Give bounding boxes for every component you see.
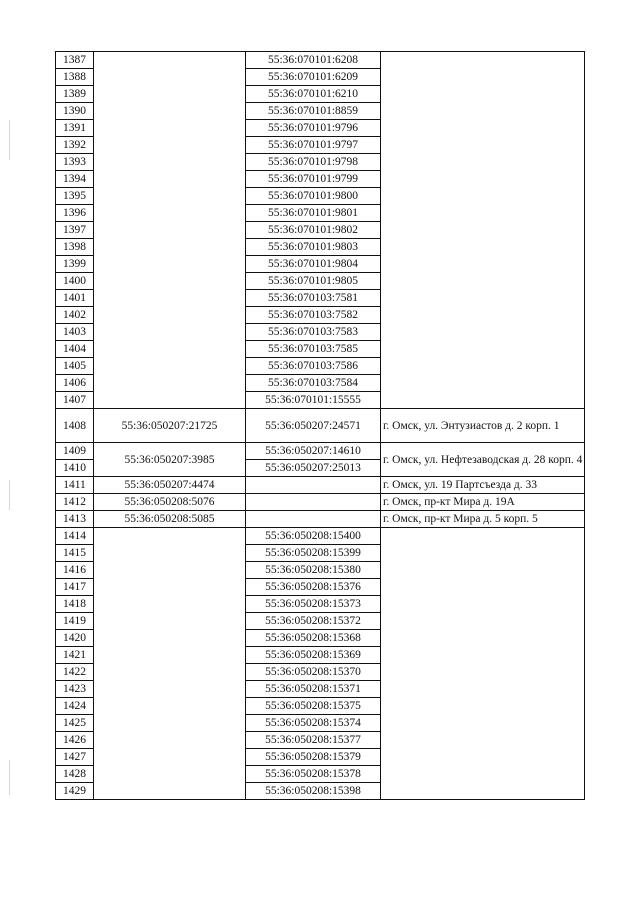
row-number: 1417 [56,579,94,596]
table-body-top [56,52,585,409]
row-number: 1422 [56,664,94,681]
row-number: 1407 [56,392,94,409]
table-row [56,409,585,443]
object-cadastral-number: 55:36:070101:9801 [246,205,381,222]
object-cadastral-number: 55:36:050207:24571 [246,409,381,443]
object-cadastral-number: 55:36:050208:15372 [246,613,381,630]
row-number: 1410 [56,460,94,477]
address-cell [381,528,585,800]
object-cadastral-number: 55:36:070101:6210 [246,86,381,103]
row-number: 1409 [56,443,94,460]
object-cadastral-number: 55:36:070101:9799 [246,171,381,188]
object-cadastral-number: 55:36:050208:15375 [246,698,381,715]
row-number: 1429 [56,783,94,800]
object-cadastral-number: 55:36:050208:15398 [246,783,381,800]
object-cadastral-number: 55:36:070101:9804 [246,256,381,273]
row-number: 1427 [56,749,94,766]
parcel-cadastral-number: 55:36:050208:5076 [94,494,246,511]
object-cadastral-number: 55:36:070101:9803 [246,239,381,256]
object-cadastral-number: 55:36:050208:15373 [246,596,381,613]
object-cadastral-number: 55:36:050208:15374 [246,715,381,732]
row-number: 1411 [56,477,94,494]
row-number: 1395 [56,188,94,205]
object-cadastral-number: 55:36:050208:15369 [246,647,381,664]
row-number: 1408 [56,409,94,443]
object-cadastral-number: 55:36:050207:25013 [246,460,381,477]
object-cadastral-number: 55:36:070101:9802 [246,222,381,239]
address-cell: г. Омск, ул. Энтузиастов д. 2 корп. 1 [381,409,585,443]
row-number: 1387 [56,52,94,69]
table-body-bottom [56,528,585,800]
scan-margin-mark [9,480,10,510]
row-number: 1404 [56,341,94,358]
row-number: 1421 [56,647,94,664]
object-cadastral-number: 55:36:050208:15376 [246,579,381,596]
address-cell: г. Омск, ул. 19 Партсъезда д. 33 [381,477,585,494]
object-cadastral-number: 55:36:070101:9800 [246,188,381,205]
object-cadastral-number: 55:36:070103:7585 [246,341,381,358]
row-number: 1406 [56,375,94,392]
object-cadastral-number: 55:36:070101:9798 [246,154,381,171]
object-cadastral-number: 55:36:070103:7582 [246,307,381,324]
row-number: 1424 [56,698,94,715]
object-cadastral-number: 55:36:050208:15380 [246,562,381,579]
table-row [56,494,585,511]
address-cell [381,52,585,409]
row-number: 1425 [56,715,94,732]
row-number: 1428 [56,766,94,783]
object-cadastral-number: 55:36:070101:8859 [246,103,381,120]
address-cell: г. Омск, пр-кт Мира д. 5 корп. 5 [381,511,585,528]
table-row [56,52,585,69]
row-number: 1391 [56,120,94,137]
object-cadastral-number: 55:36:050208:15379 [246,749,381,766]
row-number: 1393 [56,154,94,171]
object-cadastral-number: 55:36:070101:6208 [246,52,381,69]
object-cadastral-number: 55:36:070101:9796 [246,120,381,137]
row-number: 1401 [56,290,94,307]
object-cadastral-number: 55:36:050207:14610 [246,443,381,460]
object-cadastral-number: 55:36:050208:15370 [246,664,381,681]
object-cadastral-number: 55:36:050208:15368 [246,630,381,647]
row-number: 1419 [56,613,94,630]
row-number: 1403 [56,324,94,341]
row-number: 1398 [56,239,94,256]
scan-margin-mark [9,760,10,795]
row-number: 1413 [56,511,94,528]
row-number: 1389 [56,86,94,103]
row-number: 1418 [56,596,94,613]
row-number: 1396 [56,205,94,222]
row-number: 1390 [56,103,94,120]
row-number: 1416 [56,562,94,579]
object-cadastral-number: 55:36:070101:9805 [246,273,381,290]
row-number: 1420 [56,630,94,647]
scan-margin-mark [9,120,10,160]
object-cadastral-number: 55:36:070103:7584 [246,375,381,392]
object-cadastral-number: 55:36:070101:15555 [246,392,381,409]
parcel-cadastral-number: 55:36:050207:3985 [94,443,246,477]
row-number: 1426 [56,732,94,749]
object-cadastral-number: 55:36:050208:15399 [246,545,381,562]
object-cadastral-number: 55:36:070103:7586 [246,358,381,375]
row-number: 1400 [56,273,94,290]
row-number: 1412 [56,494,94,511]
object-cadastral-number [246,494,381,511]
table-row [56,477,585,494]
row-number: 1415 [56,545,94,562]
row-number: 1402 [56,307,94,324]
object-cadastral-number: 55:36:070101:6209 [246,69,381,86]
table-row [56,511,585,528]
parcel-cadastral-number [94,528,246,800]
row-number: 1399 [56,256,94,273]
address-cell: г. Омск, ул. Нефтезаводская д. 28 корп. 4 [381,443,585,477]
row-number: 1405 [56,358,94,375]
row-number: 1423 [56,681,94,698]
object-cadastral-number: 55:36:070103:7583 [246,324,381,341]
object-cadastral-number [246,477,381,494]
address-cell: г. Омск, пр-кт Мира д. 19А [381,494,585,511]
table-row [56,528,585,545]
object-cadastral-number: 55:36:050208:15377 [246,732,381,749]
table-body-middle [56,409,585,528]
object-cadastral-number: 55:36:050208:15371 [246,681,381,698]
row-number: 1392 [56,137,94,154]
table-row [56,443,585,460]
row-number: 1394 [56,171,94,188]
object-cadastral-number: 55:36:050208:15400 [246,528,381,545]
row-number: 1388 [56,69,94,86]
object-cadastral-number: 55:36:050208:15378 [246,766,381,783]
object-cadastral-number: 55:36:070103:7581 [246,290,381,307]
row-number: 1414 [56,528,94,545]
row-number: 1397 [56,222,94,239]
parcel-cadastral-number: 55:36:050208:5085 [94,511,246,528]
object-cadastral-number [246,511,381,528]
parcel-cadastral-number: 55:36:050207:4474 [94,477,246,494]
register-table [55,51,585,800]
parcel-cadastral-number [94,52,246,409]
parcel-cadastral-number: 55:36:050207:21725 [94,409,246,443]
object-cadastral-number: 55:36:070101:9797 [246,137,381,154]
